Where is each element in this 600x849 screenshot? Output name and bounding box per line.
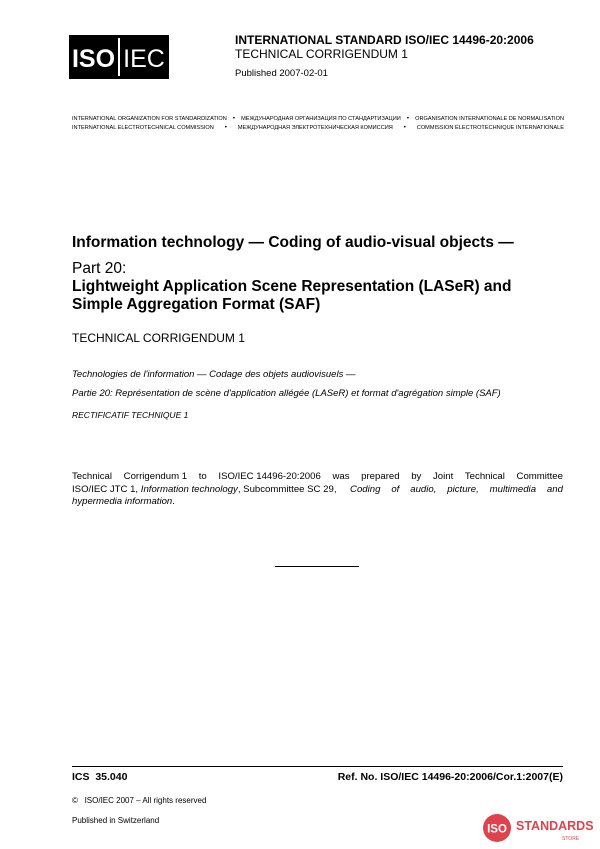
- org-name: COMMISSION ÉLECTROTECHNIQUE INTERNATIONALE: [416, 125, 564, 131]
- word: Committee: [516, 471, 563, 482]
- text-run: ISO/IEC JTC 1,: [72, 483, 141, 495]
- bullet-separator: •: [403, 125, 406, 131]
- italic-word: of: [391, 483, 400, 495]
- italic-word: audio,: [410, 483, 437, 495]
- org-name: INTERNATIONAL ORGANIZATION FOR STANDARDIZATION: [72, 116, 227, 122]
- technical-corrigendum-label: TECHNICAL CORRIGENDUM 1: [72, 331, 245, 345]
- paragraph-line-2: [72, 484, 563, 497]
- main-title: Information technology — Coding of audio-visual objects —: [72, 234, 514, 251]
- iso-logo-text: ISO: [71, 45, 116, 73]
- watermark-store-text: STORE: [562, 836, 580, 842]
- preparation-paragraph: [72, 471, 563, 509]
- italic-run: hypermedia information: [72, 496, 173, 508]
- italic-word: Coding: [350, 483, 381, 495]
- org-name: МЕЖДУНАРОДНАЯ ЭЛЕКТРОТЕХНИЧЕСКАЯ КОМИССИЯ: [237, 125, 393, 131]
- iso-standards-store-watermark: [482, 813, 594, 843]
- bullet-separator: •: [406, 116, 409, 122]
- part-subtitle: [72, 278, 552, 314]
- published-in-switzerland: Published in Switzerland: [72, 816, 160, 825]
- watermark-standards-text: STANDARDS: [516, 819, 594, 833]
- word: Corrigendum 1: [123, 471, 188, 482]
- org-name: INTERNATIONAL ELECTROTECHNICAL COMMISSION: [72, 125, 214, 131]
- iec-logo-text: IEC: [123, 45, 165, 73]
- org-name: ORGANISATION INTERNATIONALE DE NORMALISATION: [415, 116, 564, 122]
- word: Technical: [464, 471, 505, 482]
- french-part-title: Partie 20: Représentation de scène d'application allégée (LASeR) et format d'agrégation simple (SAF): [72, 388, 501, 399]
- copyright-notice: © ISO/IEC 2007 – All rights reserved: [72, 796, 207, 805]
- line2-lead: [72, 484, 339, 497]
- iso-iec-logo: [69, 35, 169, 79]
- organizations-row-2: [72, 125, 564, 131]
- italic-word: picture,: [447, 483, 479, 495]
- text-run: , Subcommittee SC 29,: [237, 483, 340, 495]
- italic-word: multimedia: [489, 483, 537, 495]
- watermark-iso-text: ISO: [487, 823, 507, 836]
- word: prepared: [361, 471, 400, 482]
- french-title: Technologies de l'information — Codage des objets audiovisuels —: [72, 369, 356, 380]
- word: ISO/IEC 14496-20:2006: [218, 471, 321, 482]
- word: was: [332, 471, 350, 482]
- ics-code: ICS 35.040: [72, 771, 128, 783]
- french-rectificatif: RECTIFICATIF TECHNIQUE 1: [72, 410, 189, 420]
- word: Technical: [72, 471, 112, 482]
- word: to: [198, 471, 207, 482]
- italic-word: and: [546, 483, 563, 495]
- subtitle-line: Simple Aggregation Format (SAF): [72, 296, 321, 313]
- iso-watermark-icon: [483, 814, 511, 842]
- paragraph-line-3: [72, 496, 563, 509]
- word: by: [411, 471, 422, 482]
- standard-title: INTERNATIONAL STANDARD ISO/IEC 14496-20:2006: [235, 33, 534, 47]
- section-separator: [275, 566, 359, 567]
- org-name: МЕЖДУНАРОДНАЯ ОРГАНИЗАЦИЯ ПО СТАНДАРТИЗАЦИИ: [241, 116, 401, 122]
- footer-rule: [72, 766, 563, 767]
- text-run: .: [172, 496, 175, 508]
- italic-run: Information technology: [140, 483, 238, 495]
- corrigendum-title: TECHNICAL CORRIGENDUM 1: [235, 47, 408, 61]
- published-date: Published 2007-02-01: [235, 68, 328, 79]
- paragraph-line-1: [72, 471, 563, 484]
- bullet-separator: •: [224, 125, 227, 131]
- bullet-separator: •: [232, 116, 235, 122]
- organizations-row-1: [72, 116, 564, 122]
- word: Joint: [432, 471, 454, 482]
- part-label: Part 20:: [72, 260, 127, 277]
- subtitle-line: Lightweight Application Scene Representation (LASeR) and: [72, 278, 512, 295]
- reference-number: Ref. No. ISO/IEC 14496-20:2006/Cor.1:2007(E): [337, 771, 563, 783]
